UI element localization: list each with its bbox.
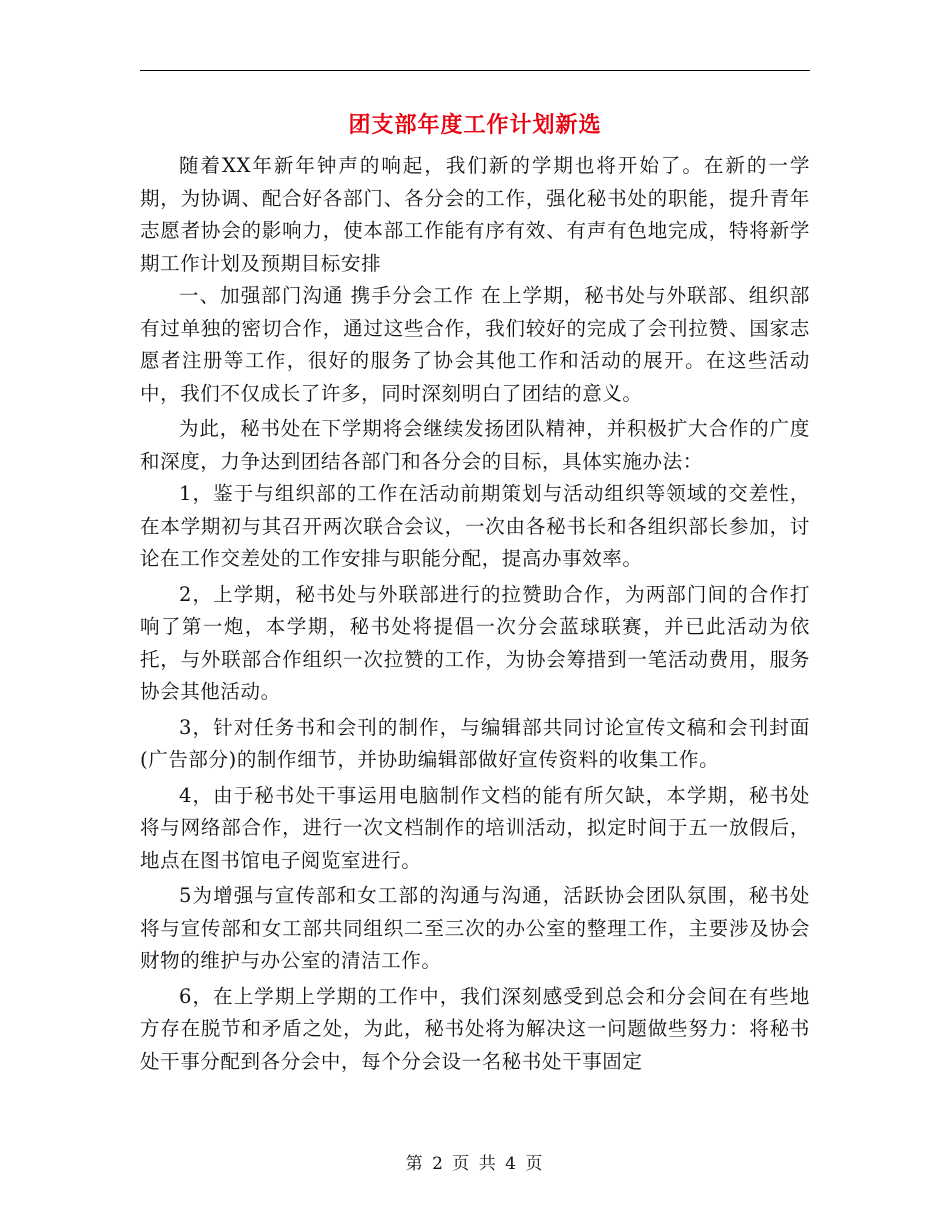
header-rule bbox=[140, 70, 810, 71]
paragraph-item-2: 2，上学期，秘书处与外联部进行的拉赞助合作，为两部门间的合作打响了第一炮，本学期，秘书处将提倡一次分会蓝球联赛，并已此活动为依托，与外联部合作组织一次拉赞的工作，为协会筹措到一笔活动费用，服务协会其他活动。 bbox=[140, 582, 810, 703]
paragraph-item-1: 1，鉴于与组织部的工作在活动前期策划与活动组织等领域的交差性，在本学期初与其召开两次联合会议，一次由各秘书长和各组织部长参加，讨论在工作交差处的工作安排与职能分配，提高办事效率。 bbox=[140, 482, 810, 570]
document-body bbox=[140, 150, 810, 1078]
paragraph-item-4: 4，由于秘书处干事运用电脑制作文档的能有所欠缺，本学期，秘书处将与网络部合作，进行一次文档制作的培训活动，拟定时间于五一放假后，地点在图书馆电子阅览室进行。 bbox=[140, 783, 810, 872]
paragraph-item-3: 3，针对任务书和会刊的制作，与编辑部共同讨论宣传文稿和会刊封面(广告部分)的制作细节，并协助编辑部做好宣传资料的收集工作。 bbox=[140, 715, 810, 771]
paragraph-intro: 随着XX年新年钟声的响起，我们新的学期也将开始了。在新的一学期，为协调、配合好各部门、各分会的工作，强化秘书处的职能，提升青年志愿者协会的影响力，使本部工作能有序有效、有声有色地完成，特将新学期工作计划及预期目标安排 bbox=[140, 154, 810, 275]
document-title: 团支部年度工作计划新选 bbox=[348, 113, 602, 138]
page-number: 第 2 页 共 4 页 bbox=[405, 1154, 545, 1174]
paragraph-measures-intro: 为此，秘书处在下学期将会继续发扬团队精神，并积极扩大合作的广度和深度，力争达到团结各部门和各分会的目标，具体实施办法： bbox=[140, 417, 810, 473]
paragraph-section-one: 一、加强部门沟通 携手分会工作 在上学期，秘书处与外联部、组织部有过单独的密切合作，通过这些合作，我们较好的完成了会刊拉赞、国家志愿者注册等工作，很好的服务了协会其他工作和活动的展开。在这些活动中，我们不仅成长了许多，同时深刻明白了团结的意义。 bbox=[140, 284, 810, 405]
paragraph-item-6: 6，在上学期上学期的工作中，我们深刻感受到总会和分会间在有些地方存在脱节和矛盾之处，为此，秘书处将为解决这一问题做些努力：将秘书处干事分配到各分会中，每个分会设一名秘书处干事固定 bbox=[140, 984, 810, 1073]
paragraph-item-5: 5为增强与宣传部和女工部的沟通与沟通，活跃协会团队氛围，秘书处将与宣传部和女工部共同组织二至三次的办公室的整理工作，主要涉及协会财物的维护与办公室的清洁工作。 bbox=[140, 884, 810, 972]
